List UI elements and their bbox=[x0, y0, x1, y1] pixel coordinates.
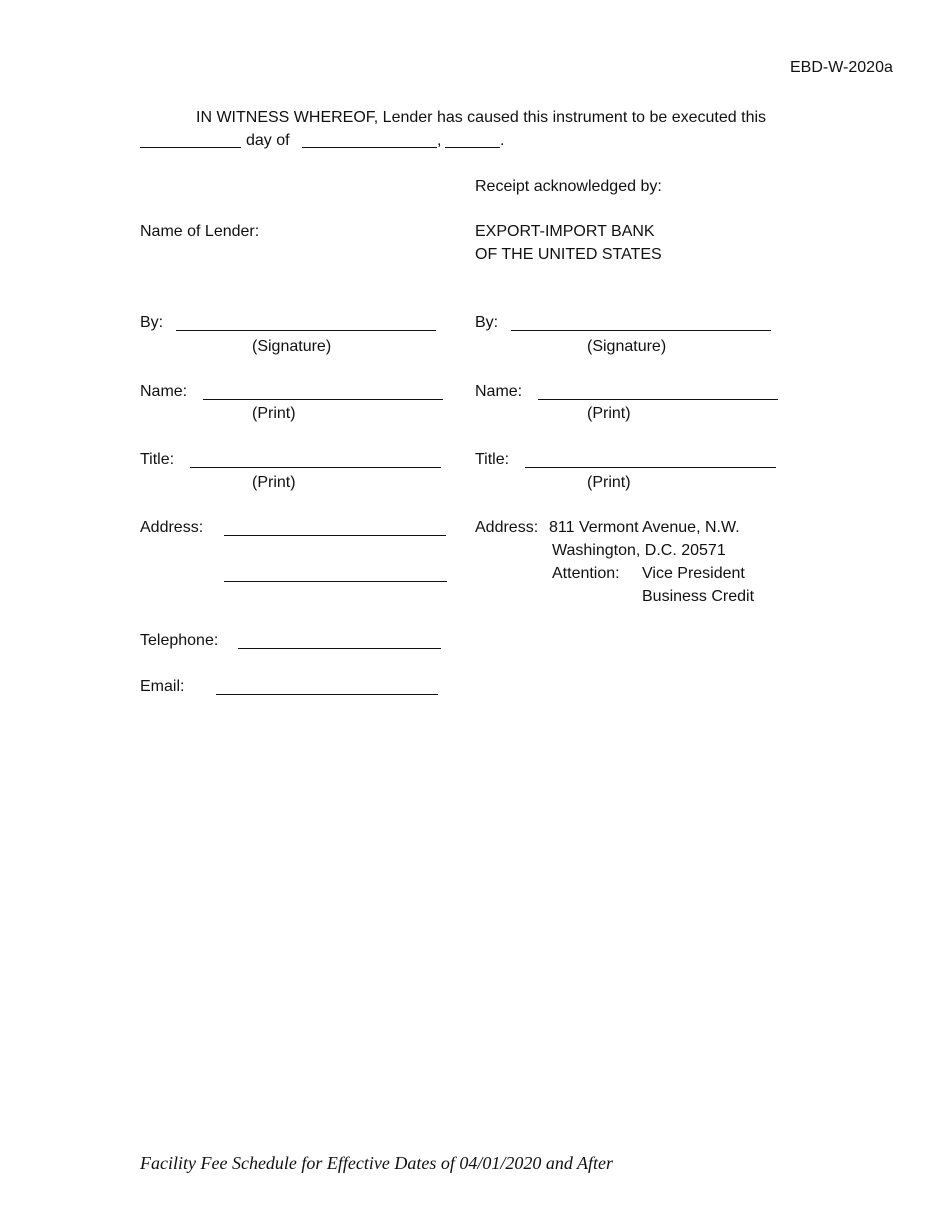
lender-address-label: Address: bbox=[140, 519, 204, 536]
bank-signature-hint: (Signature) bbox=[587, 338, 667, 355]
bank-by-label: By: bbox=[475, 314, 499, 331]
bank-name-field-label: Name: bbox=[475, 383, 523, 400]
bank-name-line2: OF THE UNITED STATES bbox=[475, 246, 662, 263]
lender-name-label: Name of Lender: bbox=[140, 223, 260, 240]
comma-text: , bbox=[437, 132, 442, 149]
bank-name-line1: EXPORT-IMPORT BANK bbox=[475, 223, 655, 240]
lender-signature-hint: (Signature) bbox=[252, 338, 332, 355]
bank-title-print-hint: (Print) bbox=[587, 474, 631, 491]
lender-telephone-line[interactable] bbox=[238, 648, 441, 649]
lender-name-line[interactable] bbox=[203, 399, 443, 400]
lender-title-label: Title: bbox=[140, 451, 175, 468]
day-of-label: day of bbox=[246, 132, 290, 149]
lender-address-line1[interactable] bbox=[224, 535, 446, 536]
lender-email-label: Email: bbox=[140, 678, 185, 695]
lender-title-line[interactable] bbox=[190, 467, 441, 468]
bank-attention-line1: Vice President bbox=[642, 565, 745, 582]
lender-signature-line[interactable] bbox=[176, 330, 436, 331]
period-text: . bbox=[500, 132, 505, 149]
year-blank[interactable] bbox=[445, 147, 500, 148]
bank-attention-line2: Business Credit bbox=[642, 588, 755, 605]
bank-title-line[interactable] bbox=[525, 467, 776, 468]
bank-name-print-hint: (Print) bbox=[587, 405, 631, 422]
bank-signature-line[interactable] bbox=[511, 330, 771, 331]
bank-address-label: Address: bbox=[475, 519, 539, 536]
lender-address-line2[interactable] bbox=[224, 581, 447, 582]
bank-address-line2: Washington, D.C. 20571 bbox=[552, 542, 726, 559]
doc-code: EBD-W-2020a bbox=[790, 59, 893, 76]
lender-title-print-hint: (Print) bbox=[252, 474, 296, 491]
bank-name-line[interactable] bbox=[538, 399, 778, 400]
witness-text: IN WITNESS WHEREOF, Lender has caused this instrument to be executed this bbox=[196, 109, 767, 126]
month-blank[interactable] bbox=[302, 147, 437, 148]
bank-title-label: Title: bbox=[475, 451, 510, 468]
day-blank[interactable] bbox=[140, 147, 241, 148]
bank-attention-label: Attention: bbox=[552, 565, 620, 582]
lender-by-label: By: bbox=[140, 314, 164, 331]
lender-telephone-label: Telephone: bbox=[140, 632, 219, 649]
footer-text: Facility Fee Schedule for Effective Dates of 04/01/2020 and After bbox=[140, 1153, 614, 1173]
bank-address-line1: 811 Vermont Avenue, N.W. bbox=[549, 519, 740, 536]
lender-email-line[interactable] bbox=[216, 694, 438, 695]
receipt-label: Receipt acknowledged by: bbox=[475, 178, 662, 195]
lender-name-field-label: Name: bbox=[140, 383, 188, 400]
lender-name-print-hint: (Print) bbox=[252, 405, 296, 422]
